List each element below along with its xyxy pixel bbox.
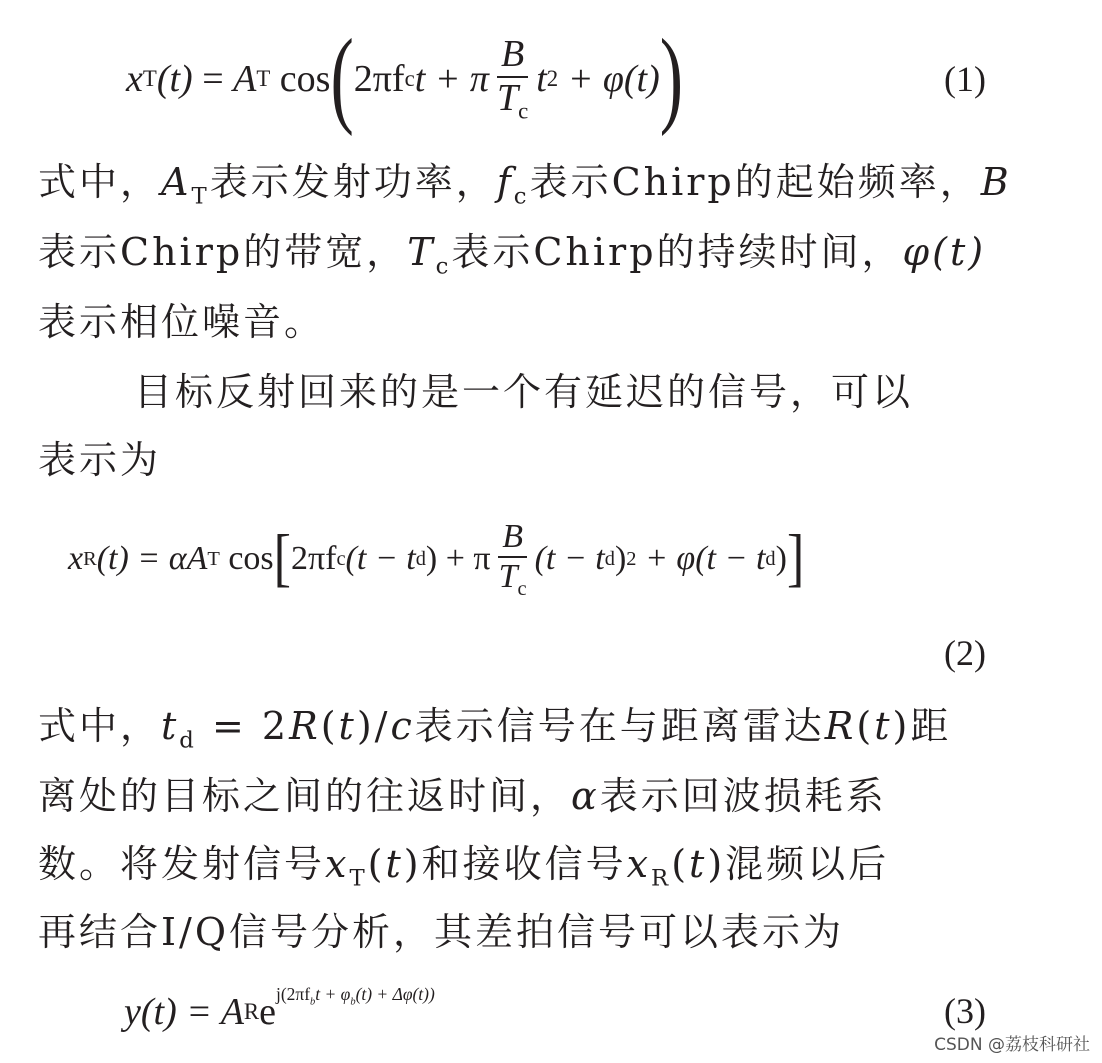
eq2-term1-paren-close: ) xyxy=(425,540,438,577)
p6-m: )距 xyxy=(892,704,952,748)
p9: 再结合I/Q信号分析，其差拍信号可以表示为 xyxy=(38,910,844,954)
eq1-number: (1) xyxy=(944,59,986,99)
p7-b: α xyxy=(571,774,600,818)
p1-c: 表示发射功率， xyxy=(209,160,497,204)
eq1-amplitude: A xyxy=(233,58,257,100)
p1-e: 表示Chirp的起始频率， xyxy=(529,160,981,204)
p6-h: c xyxy=(390,704,415,748)
eq1-term1-tail: t + π xyxy=(414,58,489,100)
p5: 表示为 xyxy=(38,438,162,482)
p6-e: ( xyxy=(320,704,339,748)
eq2-plus-pi: + π xyxy=(437,540,491,577)
eq3-exp-base: e xyxy=(259,991,276,1033)
p8-c: ( xyxy=(367,842,386,886)
text-line-6 xyxy=(38,702,1010,765)
eq1-term2: t xyxy=(536,58,547,100)
eq2-lhs-sub: R xyxy=(83,547,97,570)
eq2-term1: 2πf xyxy=(290,540,337,577)
text-line-3 xyxy=(38,298,1010,346)
watermark: CSDN @荔枝科研社 xyxy=(934,1035,1090,1055)
eq2-lhs: x xyxy=(68,540,84,577)
p6-b: t xyxy=(161,704,180,748)
eq3-exponent xyxy=(276,984,435,1007)
eq2-term2: (t − t xyxy=(534,540,605,577)
p6-a: 式中， xyxy=(38,704,162,748)
p8-b-sub: T xyxy=(349,865,368,892)
p4: 目标反射回来的是一个有延迟的信号，可以 xyxy=(134,370,914,414)
eq2-frac-den: T xyxy=(498,557,518,595)
p8-e: )和接收信号 xyxy=(403,842,627,886)
p6-g: )/ xyxy=(356,704,391,748)
p6-j: R xyxy=(824,704,857,748)
p6-d: R xyxy=(289,704,321,748)
text-line-4 xyxy=(134,368,1010,416)
eq2-right-bracket: ] xyxy=(786,522,805,594)
p1-d: f xyxy=(496,160,514,204)
eq1-fraction xyxy=(493,34,532,123)
eq2-frac-num: B xyxy=(498,518,527,557)
p2-c: 表示Chirp的持续时间， xyxy=(451,230,903,274)
p1-a: 式中， xyxy=(38,160,162,204)
p1-d-sub: c xyxy=(513,183,530,210)
eq2-term1-paren-sub: d xyxy=(415,547,426,570)
eq3-exp-sub1: b xyxy=(310,996,316,1008)
eq2-term2-close: ) xyxy=(614,540,627,577)
text-line-9 xyxy=(38,908,1010,956)
p3: 表示相位噪音。 xyxy=(38,300,326,344)
p6-f: t xyxy=(338,704,357,748)
eq3-amplitude-sub: R xyxy=(243,999,260,1024)
eq2-arg: (t) xyxy=(96,540,129,577)
eq1-left-paren: ( xyxy=(330,18,354,138)
p6-b-sub: d xyxy=(179,727,197,754)
eq3-number: (3) xyxy=(944,991,986,1031)
eq2-term2-sup: 2 xyxy=(626,547,637,570)
p6-l: t xyxy=(874,704,893,748)
p8-f: x xyxy=(626,842,652,886)
eq1-lhs-sub: T xyxy=(142,66,157,91)
eq2-number: (2) xyxy=(944,633,986,673)
eq3-exp-sub2: b xyxy=(350,996,356,1008)
p1-b-sub: T xyxy=(191,183,210,210)
eq2-cos: cos xyxy=(219,540,274,577)
eq2-term3-close: ) xyxy=(775,540,787,577)
eq2-term1-sub: c xyxy=(336,547,346,570)
eq2-term2-sub: d xyxy=(604,547,615,570)
eq3-lhs: y(t) xyxy=(124,991,177,1033)
eq1-frac-den: T xyxy=(496,77,519,120)
p6-c: = 2 xyxy=(196,704,290,748)
eq1-term2-sup: 2 xyxy=(546,66,559,91)
p6-k: ( xyxy=(856,704,875,748)
eq1-cos: cos xyxy=(270,58,331,100)
p2-a: 表示Chirp的带宽， xyxy=(38,230,408,274)
p8-f-sub: R xyxy=(651,865,672,892)
eq1-right-paren: ) xyxy=(659,18,684,138)
p6-i: 表示信号在与距离雷达 xyxy=(414,704,825,748)
p8-g: ( xyxy=(671,842,690,886)
eq1-frac-num: B xyxy=(497,34,528,78)
eq2-frac-den-sub: c xyxy=(517,577,527,600)
eq3-exp-a: j(2πf xyxy=(276,984,311,1004)
p2-b-sub: c xyxy=(435,253,452,280)
p7-c: 表示回波损耗系 xyxy=(599,774,887,818)
eq2-equals: = αA xyxy=(128,540,208,577)
p8-b: x xyxy=(325,842,350,886)
eq1-term3: + φ(t) xyxy=(558,58,660,100)
p8-h: t xyxy=(689,842,708,886)
p1-b: A xyxy=(161,160,192,204)
p1-f: B xyxy=(980,160,1012,204)
eq3-exp-tail: (t) + Δφ(t)) xyxy=(355,984,435,1004)
text-line-8 xyxy=(38,840,1010,903)
eq2-amplitude-sub: T xyxy=(207,547,220,570)
eq2-fraction xyxy=(495,518,531,600)
p2-b: T xyxy=(407,230,436,274)
equation-1 xyxy=(0,14,1102,144)
eq3-exp-mid: t + φ xyxy=(315,984,351,1004)
eq1-arg: (t) xyxy=(156,58,193,100)
eq1-frac-den-sub: c xyxy=(518,98,529,124)
eq2-term1-paren: (t − t xyxy=(345,540,416,577)
eq2-term3-sub: d xyxy=(765,547,776,570)
eq2-term3: + φ(t − t xyxy=(636,540,766,577)
eq3-equals: = A xyxy=(176,991,244,1033)
text-line-1 xyxy=(38,158,1010,221)
p8-a: 数。将发射信号 xyxy=(38,842,326,886)
eq1-amplitude-sub: T xyxy=(256,66,271,91)
text-line-5 xyxy=(38,436,1010,484)
eq1-term1: 2πf xyxy=(353,58,405,100)
eq2-left-bracket: [ xyxy=(273,522,291,594)
eq1-lhs: x xyxy=(126,58,143,100)
eq1-equals: = xyxy=(192,58,234,100)
p7-a: 离处的目标之间的往返时间， xyxy=(38,774,572,818)
p8-i: )混频以后 xyxy=(707,842,890,886)
equation-2 xyxy=(0,500,1102,620)
eq1-term1-sub: c xyxy=(404,66,415,91)
p2-d: φ(t) xyxy=(902,230,987,274)
text-line-2 xyxy=(38,228,1010,291)
text-line-7 xyxy=(38,772,1010,820)
p8-d: t xyxy=(385,842,404,886)
